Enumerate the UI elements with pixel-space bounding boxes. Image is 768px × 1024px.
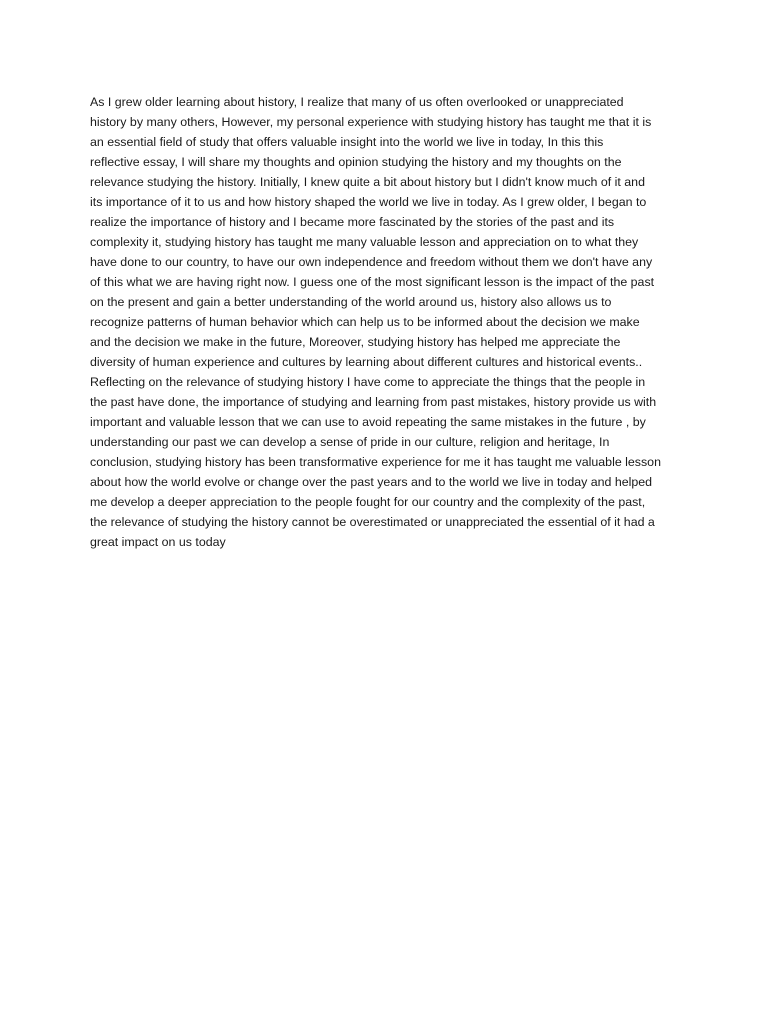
essay-body-text: As I grew older learning about history, I realize that many of us often overlooked or unappreciated history by many others, However, my personal experience with studying history has taught me that it is an essential field of study that offers valuable insight into the world we live in today, In this this reflective essay, I will share my thoughts and opinion studying the history and my thoughts on the relevance studying the history. Initially, I knew quite a bit about history but I didn't know much of it and its importance of it to us and how history shaped the world we live in today. As I grew older, I began to realize the importance of history and I became more fascinated by the stories of the past and its complexity it, studying history has taught me many valuable lesson and appreciation on to what they have done to our country, to have our own independence and freedom without them we don't have any of this what we are having right now. I guess one of the most significant lesson is the impact of the past on the present and gain a better understanding of the world around us, history also allows us to recognize patterns of human behavior which can help us to be informed about the decision we make and the decision we make in the future, Moreover, studying history has helped me appreciate the diversity of human experience and cultures by learning about different cultures and historical events.. Reflecting on the relevance of studying history I have come to appreciate the things that the people in the past have done, the importance of studying and learning from past mistakes, history provide us with important and valuable lesson that we can use to avoid repeating the same mistakes in the future , by understanding our past we can develop a sense of pride in our culture, religion and heritage, In conclusion, studying history has been transformative experience for me it has taught me valuable lesson about how the world evolve or change over the past years and to the world we live in today and helped me develop a deeper appreciation to the people fought for our country and the complexity of the past, the relevance of studying the history cannot be overestimated or unappreciated the essential of it had a great impact on us today [90, 95, 661, 549]
